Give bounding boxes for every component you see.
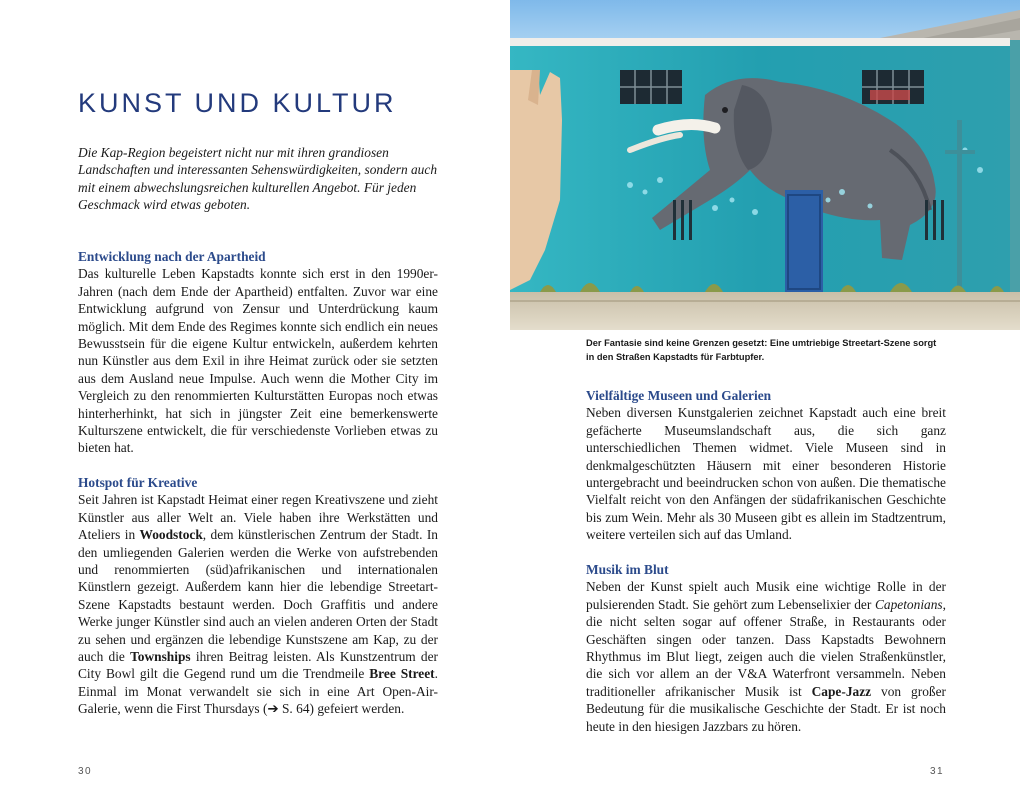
elephant-mural-image bbox=[510, 0, 1020, 330]
bold-term: Bree Street bbox=[369, 666, 435, 682]
bold-term: Townships bbox=[130, 649, 191, 665]
text-run: ihren Beitrag leisten. Als Kunstzentrum der City Bowl gilt die Gegend rund um die Trendmeile bbox=[78, 649, 438, 682]
section-heading: Entwicklung nach der Apartheid bbox=[78, 249, 266, 264]
bold-term: Cape-Jazz bbox=[811, 683, 872, 699]
section-heading: Hotspot für Kreative bbox=[78, 475, 198, 490]
text-run: . Einmal im Monat verwandelt sie sich in eine Art Open-Air-Galerie, wenn die First Thursdays (➔ S. 64) gefeiert werden. bbox=[78, 666, 439, 717]
text-run: Seit Jahren ist Kapstadt Heimat einer regen Kreativszene und zieht Künstler aus aller Welt an. Viele haben ihre Werkstätten und Ateliers in bbox=[78, 492, 438, 543]
italic-term: Capetonians bbox=[874, 596, 943, 612]
section-kreative bbox=[78, 474, 438, 718]
section-text: Das kulturelle Leben Kapstadts konnte sich erst in den 1990er-Jahren (nach dem Ende der Apartheid) entfalten. Zuvor war eine Entwicklung aufgrund von Zensur und Unterdrückung kaum möglich. Mit dem Ende des Regimes konnte sich endlich ein neues Bewusstsein für die eigene Kultur entwickeln, außerdem kehrten nun Künstler aus dem Exil in ihre Heimat zurück oder sie setzten aus dem Ausland neue Impulse. Auch wenn die Mother City im Vergleich zu den renommierten Kulturstätten Europas noch etwas hinterherhinkt, hat sich in jüngster Zeit eine bemerkenswerte Kulturszene entwickelt, die für verschiedenste Vorlieben etwas zu bieten hat. bbox=[78, 266, 438, 456]
streetart-photo bbox=[510, 0, 1020, 330]
text-run: Neben der Kunst spielt auch Musik eine wichtige Rolle in der pulsierenden Stadt. Sie gehört zum Lebenselixier der bbox=[586, 579, 946, 612]
section-text bbox=[586, 578, 946, 735]
text-run: von großer Bedeutung für die musikalische Geschichte der Stadt. Er ist noch heute in den hiesigen Jazzbars zu hören. bbox=[586, 683, 946, 734]
section-apartheid bbox=[78, 248, 438, 457]
page-number: 30 bbox=[78, 766, 93, 777]
chapter-title: KUNST UND KULTUR bbox=[78, 88, 397, 118]
bold-term: Woodstock bbox=[139, 527, 203, 543]
section-heading: Musik im Blut bbox=[586, 562, 669, 577]
section-text: Neben diversen Kunstgalerien zeichnet Kapstadt auch eine breit gefächerte Museumslandschaft aus, die sich ganz unterschiedlichen Themen widmet. Viele Museen sind in denkmalgeschützten Häusern mit einer besonderen Historie untergebracht und beeindrucken schon von außen. Die thematische Vielfalt reicht von den Anfängen der südafrikanischen Geschichte bis zum Wein. Mehr als 30 Museen gibt es allein im Stadtzentrum, weitere verteilen sich auf das Umland. bbox=[586, 405, 946, 543]
text-run: , dem künstlerischen Zentrum der Stadt. In den umliegenden Galerien werden die Werke von aufstrebenden und renommierten (süd)afrikanischen und internationalen Künstlern gezeigt. Außerdem kann hier die lebendige Streetart-Szene Kapstadts bestaunt werden. Doch Graffitis und andere Werke junger Künstler sind auch an vielen anderen Orten der Stadt zu sehen und ergänzen die lebendige Kunstszene am Kap, zu der auch die bbox=[78, 527, 438, 665]
intro-paragraph: Die Kap-Region begeistert nicht nur mit ihren grandiosen Landschaften und interessanten Sehenswürdigkeiten, sondern auch mit einem abwechslungsreichen kulturellen Angebot. Für jeden Geschmack wird etwas geboten. bbox=[78, 145, 438, 213]
section-musik bbox=[586, 561, 946, 735]
section-heading: Vielfältige Museen und Galerien bbox=[586, 388, 772, 403]
right-page bbox=[510, 0, 1020, 812]
page-number: 31 bbox=[930, 766, 945, 777]
section-museen bbox=[586, 387, 946, 544]
photo-caption: Der Fantasie sind keine Grenzen gesetzt: Eine umtriebige Streetart-Szene sorgt in den Straßen Kapstadts für Farbtupfer. bbox=[586, 338, 937, 362]
section-text bbox=[78, 491, 438, 717]
text-run: , die nicht selten sogar auf offener Straße, in Restaurants oder Geschäften singen oder tanzen. Dass Kapstadts Bewohnern Rhythmus im Blut liegt, zeigen auch die vielen Straßenkünstler, die sich vor allem an der V&A Waterfront versammeln. Neben traditioneller afrikanischer Musik ist bbox=[586, 596, 946, 699]
